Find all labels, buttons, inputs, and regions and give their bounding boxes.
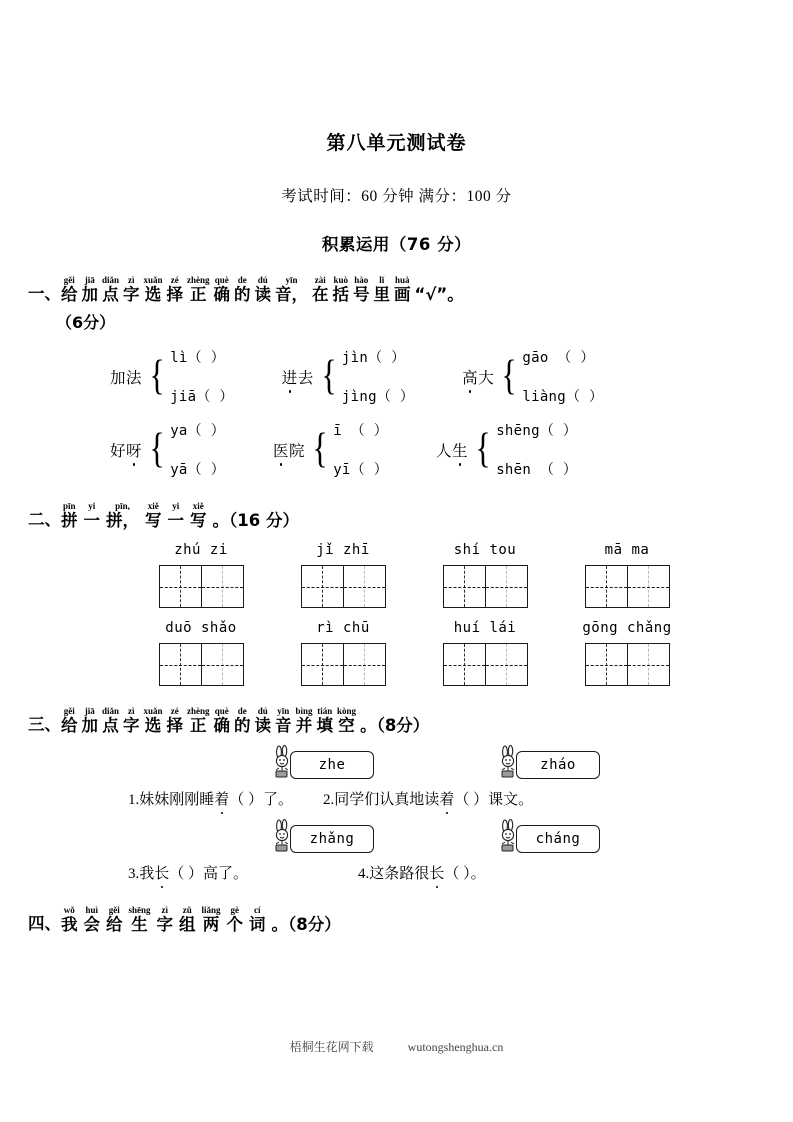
- fill-in-sentence[interactable]: 3.我长（ ）高了。: [128, 862, 248, 883]
- tianzige-cell[interactable]: [444, 644, 485, 685]
- footer: [0, 1038, 793, 1055]
- hanzi-char: 读: [254, 716, 272, 735]
- pinyin-annotation: yi: [172, 501, 180, 511]
- bunny-bubble: [270, 819, 374, 853]
- question-1-heading: [0, 275, 793, 304]
- question-3-tail: 。（8分）: [360, 716, 430, 735]
- sentence-row: [0, 788, 793, 809]
- hanzi-char: 加: [81, 285, 98, 304]
- ruby-char: [167, 706, 184, 735]
- choice-option[interactable]: ya（ ）: [170, 423, 225, 439]
- hanzi-char: 我: [61, 915, 78, 934]
- hanzi-char: 写: [190, 511, 207, 530]
- ruby-char: [337, 706, 356, 735]
- ruby-char: [255, 706, 272, 735]
- pinyin-annotation: kòng: [337, 706, 357, 716]
- grid-horizontal-guide: [486, 587, 527, 588]
- writing-grid-slot: [414, 565, 556, 608]
- choice-word: 医院: [273, 439, 305, 461]
- ruby-char: [123, 275, 140, 304]
- ruby-char: [84, 905, 101, 934]
- pinyin-bubble-label: zhǎng: [290, 825, 374, 853]
- writing-grid-slot: [130, 643, 272, 686]
- curly-brace-icon: {: [321, 353, 337, 400]
- pinyin-word-label: zhú zi: [174, 542, 228, 558]
- rabbit-icon: [270, 819, 296, 853]
- ruby-char: [123, 706, 140, 735]
- writing-grid-slot: [556, 643, 698, 686]
- pinyin-annotation: què: [214, 706, 229, 716]
- section-title: 积累运用（76 分）: [321, 235, 472, 254]
- pinyin-annotation: xiě: [192, 501, 204, 511]
- pinyin-annotation: cí: [254, 905, 261, 915]
- pinyin-annotation: gěi: [63, 275, 75, 285]
- writing-grid-slot: [414, 643, 556, 686]
- choice-options: [170, 420, 225, 479]
- choice-group: [110, 420, 225, 479]
- dotted-char: 生: [452, 439, 468, 461]
- choice-option[interactable]: gāo （ ）: [522, 350, 595, 366]
- fill-in-sentence[interactable]: 2.同学们认真地读着（ ）课文。: [323, 788, 533, 809]
- dotted-char: 着: [439, 788, 454, 809]
- pinyin-annotation: yīn: [277, 706, 290, 716]
- question-2-heading: [0, 501, 793, 530]
- pinyin-annotation: lǐ: [379, 275, 385, 285]
- pinyin-annotation: xiě: [147, 501, 159, 511]
- hanzi-char: 生: [131, 915, 148, 934]
- pinyin-annotation: yi: [88, 501, 96, 511]
- choice-group: [462, 347, 603, 406]
- question-1-points: （6分）: [56, 313, 116, 332]
- grid-horizontal-guide: [486, 665, 527, 666]
- tianzige-cell[interactable]: [343, 566, 385, 607]
- pinyin-annotation: wǒ: [63, 905, 75, 915]
- ruby-char: [234, 706, 251, 735]
- grid-horizontal-guide: [586, 587, 627, 588]
- ruby-char: [129, 905, 151, 934]
- pinyin-annotation: huì: [85, 905, 98, 915]
- ruby-char: [296, 706, 313, 735]
- pinyin-annotation: xuǎn: [143, 275, 163, 285]
- curly-brace-icon: {: [501, 353, 517, 400]
- choice-option[interactable]: ī （ ）: [333, 423, 388, 439]
- ruby-char: [157, 905, 174, 934]
- ruby-char: [61, 706, 78, 735]
- grid-horizontal-guide: [628, 587, 669, 588]
- grid-horizontal-guide: [344, 587, 385, 588]
- footer-source: 梧桐生花网下载: [289, 1040, 374, 1054]
- pinyin-annotation: què: [214, 275, 229, 285]
- hanzi-char: 字: [123, 716, 140, 735]
- ruby-char: [333, 275, 350, 304]
- hanzi-char: 拼，: [106, 511, 139, 530]
- ruby-char: [227, 905, 244, 934]
- pinyin-annotation: zì: [128, 275, 135, 285]
- writing-grid-slot: [272, 565, 414, 608]
- hanzi-char: 会: [83, 915, 100, 934]
- hanzi-char: 的: [234, 285, 251, 304]
- hanzi-char: 音: [275, 716, 292, 735]
- writing-grid-row: [0, 643, 793, 686]
- ruby-char: [84, 501, 101, 530]
- pinyin-annotation: xuǎn: [143, 706, 163, 716]
- writing-grid-slot: [556, 565, 698, 608]
- hanzi-char: 两: [202, 915, 220, 934]
- grid-horizontal-guide: [202, 665, 243, 666]
- question-2-grids: [0, 542, 793, 686]
- writing-grid-row: [0, 565, 793, 608]
- question-1-number: 一、: [28, 284, 61, 303]
- ruby-char: [106, 905, 123, 934]
- choice-option[interactable]: shēn （ ）: [496, 462, 578, 478]
- hanzi-char: 组: [179, 915, 196, 934]
- choice-option[interactable]: lì（ ）: [170, 350, 225, 366]
- curly-brace-icon: {: [475, 426, 491, 473]
- choice-word: 人生: [436, 439, 468, 461]
- ruby-char: [374, 275, 391, 304]
- ruby-char: [190, 501, 207, 530]
- tianzige-cell[interactable]: [343, 644, 385, 685]
- pinyin-label-row: [0, 542, 793, 558]
- ruby-char: [102, 706, 119, 735]
- hanzi-char: 给: [106, 915, 123, 934]
- hanzi-char: 并: [295, 716, 313, 735]
- hanzi-char: 里: [373, 285, 391, 304]
- choice-group: [282, 347, 414, 406]
- choice-option[interactable]: jìn（ ）: [341, 350, 406, 366]
- choice-option[interactable]: yā（ ）: [170, 462, 225, 478]
- question-1-tail: “√”。: [414, 285, 464, 304]
- pinyin-bubble-label: zháo: [516, 751, 600, 779]
- ruby-char: [168, 501, 185, 530]
- hanzi-char: 写: [145, 511, 162, 530]
- choice-word: 好呀: [110, 439, 142, 461]
- hanzi-char: 字: [156, 915, 174, 934]
- rabbit-icon: [496, 819, 522, 853]
- ruby-char: [82, 275, 99, 304]
- curly-brace-icon: {: [149, 426, 165, 473]
- ruby-char: [187, 275, 210, 304]
- pinyin-annotation: kuò: [333, 275, 349, 285]
- question-3-ruby-text: [61, 706, 360, 735]
- pinyin-annotation: shēng: [128, 905, 151, 915]
- hanzi-char: 在: [312, 285, 329, 304]
- grid-horizontal-guide: [302, 587, 343, 588]
- hanzi-char: 个: [226, 915, 244, 934]
- pinyin-annotation: bìng: [295, 706, 313, 716]
- pinyin-annotation: jiā: [84, 275, 95, 285]
- hanzi-char: 给: [61, 285, 78, 304]
- grid-horizontal-guide: [628, 665, 669, 666]
- grid-horizontal-guide: [344, 665, 385, 666]
- pinyin-bubble-label: zhe: [290, 751, 374, 779]
- choice-option[interactable]: liàng（ ）: [522, 389, 604, 405]
- tianzige-cell[interactable]: [586, 566, 627, 607]
- hanzi-char: 一: [83, 511, 100, 530]
- choice-option[interactable]: jìng（ ）: [341, 389, 415, 405]
- dotted-char: 长: [429, 862, 444, 883]
- hanzi-char: 填: [316, 716, 334, 735]
- pinyin-word-label: mā ma: [604, 542, 650, 558]
- tianzige-cell[interactable]: [485, 566, 527, 607]
- hanzi-char: 点: [102, 285, 119, 304]
- hanzi-char: 正: [190, 716, 207, 735]
- ruby-char: [275, 275, 308, 304]
- rabbit-icon: [270, 745, 296, 779]
- question-1-choice-row-1: [0, 347, 793, 406]
- hanzi-char: 择: [166, 716, 184, 735]
- ruby-char: [234, 275, 251, 304]
- ruby-char: [202, 905, 221, 934]
- bunny-bubble: [496, 745, 600, 779]
- choice-word: 加法: [110, 369, 143, 387]
- pinyin-annotation: zì: [161, 905, 169, 915]
- ruby-char: [255, 275, 272, 304]
- ruby-char: [144, 275, 163, 304]
- question-4-tail: 。（8分）: [271, 915, 341, 934]
- bunny-bubble-row: [0, 819, 793, 853]
- tianzige-cell[interactable]: [201, 566, 243, 607]
- hanzi-char: 选: [144, 716, 162, 735]
- grid-horizontal-guide: [302, 665, 343, 666]
- hanzi-char: 音，: [275, 285, 309, 304]
- grid-horizontal-guide: [444, 587, 485, 588]
- pinyin-label-row: [0, 620, 793, 636]
- hanzi-char: 空: [338, 716, 355, 735]
- choice-options: [496, 420, 577, 479]
- dotted-char: 呀: [126, 439, 142, 461]
- tianzige-grid[interactable]: [159, 643, 244, 686]
- pinyin-annotation: zài: [314, 275, 326, 285]
- dotted-char: 着: [214, 788, 229, 809]
- hanzi-char: 给: [61, 716, 78, 735]
- writing-grid-slot: [130, 565, 272, 608]
- pinyin-annotation: zé: [170, 275, 179, 285]
- tianzige-cell[interactable]: [160, 566, 201, 607]
- hanzi-char: 词: [249, 915, 266, 934]
- fill-in-sentence[interactable]: 4.这条路很长（ ）。: [358, 862, 486, 883]
- hanzi-char: 读: [254, 285, 272, 304]
- ruby-char: [61, 275, 78, 304]
- curly-brace-icon: {: [312, 426, 328, 473]
- pinyin-annotation: zì: [128, 706, 135, 716]
- ruby-char: [275, 706, 292, 735]
- ruby-char: [61, 905, 78, 934]
- pinyin-annotation: gěi: [108, 905, 120, 915]
- pinyin-word-label: rì chū: [316, 620, 370, 636]
- pinyin-annotation: yīn: [285, 275, 298, 285]
- pinyin-annotation: pīn: [62, 501, 76, 511]
- tianzige-grid[interactable]: [301, 565, 386, 608]
- hanzi-char: 点: [102, 716, 119, 735]
- grid-horizontal-guide: [586, 665, 627, 666]
- choice-options: [342, 347, 414, 406]
- tianzige-cell[interactable]: [302, 566, 343, 607]
- ruby-char: [82, 706, 99, 735]
- ruby-char: [249, 905, 266, 934]
- sentence-number: 1.: [128, 792, 140, 808]
- fill-in-sentence[interactable]: 1.妹妹刚刚睡着（ ）了。: [128, 788, 293, 809]
- pinyin-annotation: jiā: [84, 706, 95, 716]
- pinyin-word-label: jǐ zhī: [316, 542, 370, 558]
- tianzige-grid[interactable]: [585, 643, 670, 686]
- bunny-bubble: [496, 819, 600, 853]
- hanzi-char: 拼: [61, 511, 78, 530]
- hanzi-char: 一: [167, 511, 184, 530]
- tianzige-grid[interactable]: [443, 565, 528, 608]
- pinyin-annotation: tián: [317, 706, 333, 716]
- footer-site: wutongshenghua.cn: [407, 1040, 504, 1054]
- ruby-char: [317, 706, 334, 735]
- ruby-char: [102, 275, 119, 304]
- ruby-char: [394, 275, 411, 304]
- choice-option[interactable]: yī（ ）: [333, 462, 388, 478]
- hanzi-char: 正: [190, 285, 207, 304]
- question-2-ruby-text: [61, 501, 213, 530]
- tianzige-cell[interactable]: [627, 566, 669, 607]
- pinyin-annotation: pīn,: [115, 501, 130, 511]
- question-2-number: 二、: [28, 510, 61, 529]
- pinyin-word-label: shí tou: [453, 542, 517, 558]
- tianzige-cell[interactable]: [201, 644, 243, 685]
- hanzi-char: 号: [353, 285, 370, 304]
- tianzige-cell[interactable]: [627, 644, 669, 685]
- pinyin-word-label: gōng chǎng: [582, 620, 672, 636]
- hanzi-char: 确: [213, 285, 231, 304]
- question-2-tail: 。（16 分）: [212, 511, 299, 530]
- choice-group: [436, 420, 577, 479]
- hanzi-char: 择: [166, 285, 184, 304]
- tianzige-grid[interactable]: [159, 565, 244, 608]
- pinyin-annotation: zhèng: [187, 275, 210, 285]
- grid-horizontal-guide: [160, 665, 201, 666]
- dotted-char: 医: [273, 439, 289, 461]
- hanzi-char: 确: [213, 716, 231, 735]
- hanzi-char: 画: [394, 285, 411, 304]
- pinyin-annotation: liǎng: [201, 905, 221, 915]
- choice-options: [522, 347, 603, 406]
- question-3-heading: [0, 706, 793, 735]
- ruby-char: [187, 706, 210, 735]
- tianzige-cell[interactable]: [160, 644, 201, 685]
- ruby-char: [167, 275, 184, 304]
- question-1-ruby-text: [61, 275, 415, 304]
- hanzi-char: 选: [144, 285, 162, 304]
- dotted-char: 长: [154, 862, 169, 883]
- question-4-ruby-text: [61, 905, 272, 934]
- bunny-bubble: [270, 745, 374, 779]
- choice-word: 进去: [282, 366, 314, 388]
- pinyin-annotation: huà: [395, 275, 410, 285]
- choice-options: [170, 347, 234, 406]
- question-3-body: [0, 745, 793, 883]
- tianzige-grid[interactable]: [585, 565, 670, 608]
- choice-option[interactable]: jiā（ ）: [170, 389, 234, 405]
- pinyin-annotation: diǎn: [102, 275, 120, 285]
- tianzige-grid[interactable]: [301, 643, 386, 686]
- pinyin-annotation: zǔ: [182, 905, 192, 915]
- question-4-heading: [0, 905, 793, 934]
- tianzige-grid[interactable]: [443, 643, 528, 686]
- dotted-char: 高: [462, 366, 478, 388]
- sentence-row: [0, 862, 793, 883]
- hanzi-char: 的: [234, 716, 251, 735]
- sentence-number: 4.: [358, 866, 370, 882]
- pinyin-word-label: huí lái: [453, 620, 517, 636]
- hanzi-char: 加: [81, 716, 98, 735]
- pinyin-annotation: de: [237, 275, 247, 285]
- pinyin-annotation: de: [237, 706, 247, 716]
- sentence-number: 2.: [323, 792, 335, 808]
- tianzige-cell[interactable]: [444, 566, 485, 607]
- rabbit-icon: [496, 745, 522, 779]
- writing-grid-slot: [272, 643, 414, 686]
- choice-group: [110, 347, 234, 406]
- pinyin-annotation: diǎn: [102, 706, 120, 716]
- pinyin-annotation: gěi: [63, 706, 75, 716]
- pinyin-annotation: dú: [257, 706, 268, 716]
- tianzige-cell[interactable]: [586, 644, 627, 685]
- ruby-char: [353, 275, 370, 304]
- ruby-char: [61, 501, 78, 530]
- pinyin-bubble-label: cháng: [516, 825, 600, 853]
- grid-horizontal-guide: [444, 665, 485, 666]
- sentence-number: 3.: [128, 866, 140, 882]
- question-3-number: 三、: [28, 715, 61, 734]
- grid-horizontal-guide: [202, 587, 243, 588]
- pinyin-annotation: zhèng: [187, 706, 210, 716]
- choice-option[interactable]: shēng（ ）: [496, 423, 578, 439]
- tianzige-cell[interactable]: [485, 644, 527, 685]
- pinyin-annotation: dú: [257, 275, 268, 285]
- ruby-char: [214, 275, 231, 304]
- ruby-char: [312, 275, 329, 304]
- ruby-char: [106, 501, 139, 530]
- ruby-char: [179, 905, 196, 934]
- grid-horizontal-guide: [160, 587, 201, 588]
- pinyin-annotation: gè: [230, 905, 240, 915]
- ruby-char: [145, 501, 162, 530]
- dotted-char: 进: [282, 366, 298, 388]
- bunny-bubble-row: [0, 745, 793, 779]
- hanzi-char: 括: [332, 285, 350, 304]
- curly-brace-icon: {: [149, 353, 165, 400]
- exam-info: 考试时间：60 分钟 满分：100 分: [281, 188, 512, 205]
- ruby-char: [214, 706, 231, 735]
- choice-options: [333, 420, 388, 479]
- pinyin-word-label: duō shǎo: [165, 620, 237, 636]
- pinyin-annotation: hào: [354, 275, 369, 285]
- question-1-choice-row-2: [0, 420, 793, 479]
- pinyin-annotation: zé: [170, 706, 179, 716]
- question-4-number: 四、: [28, 914, 61, 933]
- tianzige-cell[interactable]: [302, 644, 343, 685]
- page-title: 第八单元测试卷: [326, 132, 467, 154]
- choice-word: 高大: [462, 366, 494, 388]
- ruby-char: [144, 706, 163, 735]
- choice-group: [273, 420, 388, 479]
- hanzi-char: 字: [123, 285, 140, 304]
